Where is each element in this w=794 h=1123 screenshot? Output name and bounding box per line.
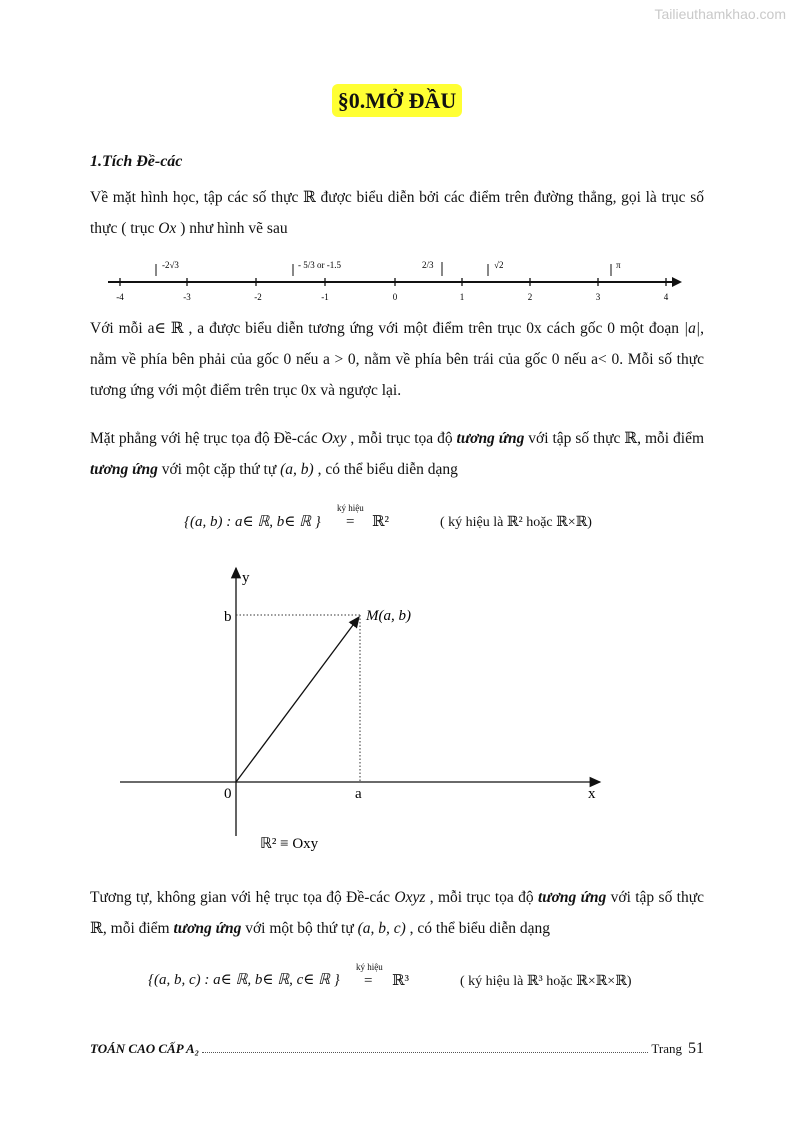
formula-r2-note: ( ký hiệu là ℝ² hoặc ℝ×ℝ) (440, 515, 592, 530)
tick-label: 4 (663, 292, 669, 302)
a-label: a (355, 786, 362, 802)
figure-caption: ℝ² ≡ Oxy (260, 836, 319, 852)
formula-r2-symbol-label: ký hiệu (337, 503, 364, 513)
formula-r3-symbol-label: ký hiệu (356, 962, 383, 972)
number-line-label: π (616, 260, 621, 270)
y-axis-label: y (242, 570, 250, 586)
x-axis-label: x (588, 786, 596, 802)
page-footer (90, 1040, 704, 1058)
b-label: b (224, 609, 232, 625)
watermark: Tailieuthamkhao.com (654, 6, 786, 22)
section-heading: 1.Tích Đề-các (90, 153, 183, 170)
paragraph-plane: Mặt phẳng với hệ trục tọa độ Đề-các Oxy , mỗi trục tọa độ tương ứng với tập số thực ℝ, mỗi điểm tương ứng với một cặp thứ tự (a, b) , có thể biểu diễn dạng (90, 430, 705, 478)
footer-page-number: 51 (688, 1040, 704, 1057)
tick-label: 0 (392, 292, 398, 302)
number-line-label: - 5/3 or -1.5 (298, 260, 341, 270)
number-line-arrow (672, 277, 682, 287)
tick-label: -2 (254, 292, 262, 302)
tick-label: -1 (321, 292, 329, 302)
footer-page-label: Trang (651, 1041, 682, 1056)
cartesian-plane-figure (110, 560, 610, 860)
tick-label: 1 (459, 292, 465, 302)
formula-r2-set: {(a, b) : a∈ ℝ, b∈ ℝ } (184, 514, 321, 530)
number-line-label: √2 (494, 260, 504, 270)
formula-r3-rhs: ℝ³ (392, 973, 409, 989)
number-line-label: 2/3 (422, 260, 434, 270)
formula-r3-note: ( ký hiệu là ℝ³ hoặc ℝ×ℝ×ℝ) (460, 974, 632, 989)
footer-course: TOÁN CAO CẤP A₂ (90, 1041, 200, 1056)
tick-label: 3 (595, 292, 601, 302)
page-title: §0.MỞ ĐẦU (0, 88, 794, 114)
number-line-label: -2√3 (162, 260, 179, 270)
formula-r2-rhs: ℝ² (372, 514, 389, 530)
formula-r2-eq: = (346, 514, 355, 530)
formula-r3-eq: = (364, 973, 373, 989)
paragraph-real-line: Về mặt hình học, tập các số thực ℝ được biểu diễn bởi các điểm trên đường thẳng, gọi là trục số thực ( trục Ox ) như hình vẽ sau (90, 189, 704, 237)
number-line-figure (100, 252, 690, 308)
footer-dots (202, 1042, 648, 1053)
paragraph-real-correspondence: Với mỗi a∈ ℝ , a được biểu diễn tương ứng với một điểm trên trục 0x cách gốc 0 một đoạn |a|, nằm về phía bên phải của gốc 0 nếu a > 0, nằm về phía bên trái của gốc 0 nếu a< 0. Mỗi số thực tương ứng với một điểm trên trục 0x và ngược lại. (90, 320, 704, 399)
tick-label: 2 (527, 292, 533, 302)
tick-label: -4 (116, 292, 124, 302)
formula-r3-set: {(a, b, c) : a∈ ℝ, b∈ ℝ, c∈ ℝ } (148, 972, 340, 988)
paragraph-space: Tương tự, không gian với hệ trục tọa độ Đề-các Oxyz , mỗi trục tọa độ tương ứng với tập số thực ℝ, mỗi điểm tương ứng với một bộ thứ tự (a, b, c) , có thể biểu diễn dạng (90, 889, 705, 937)
point-m-label: M(a, b) (366, 608, 411, 624)
tick-label: -3 (183, 292, 191, 302)
origin-label: 0 (224, 786, 232, 802)
vector-om (236, 617, 359, 782)
